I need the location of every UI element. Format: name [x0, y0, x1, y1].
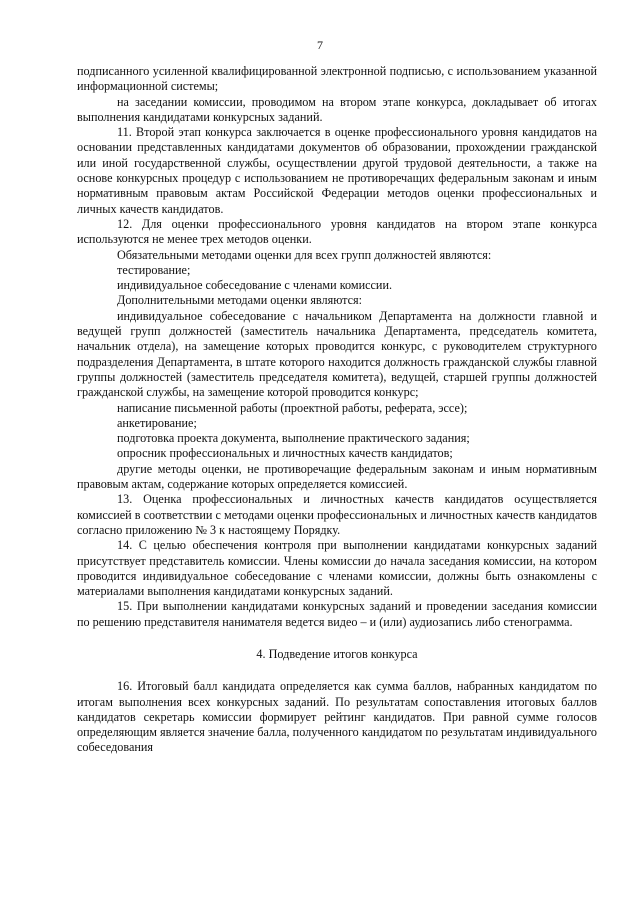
- paragraph: анкетирование;: [117, 415, 197, 430]
- paragraph: тестирование;: [117, 262, 191, 277]
- paragraph: Дополнительными методами оценки являются:: [117, 293, 363, 308]
- paragraph: 16. Итоговый балл кандидата определяется как сумма баллов, набранных кандидатом по итогам выполнения всех конкурсных заданий. По результатам сопоставления итоговых баллов кандидатов секретарь комиссии формирует рейтинг кандидатов. При равной сумме голосов определяющим является значение балла, полученного кандидатом по результатам индивидуального собеседования: [77, 679, 597, 755]
- paragraph: 12. Для оценки профессионального уровня кандидатов на втором этапе конкурса используются не менее трех методов оценки.: [77, 216, 597, 247]
- section-heading: 4. Подведение итогов конкурса: [256, 646, 418, 661]
- paragraph: индивидуальное собеседование с начальником Департамента на должности главной и ведущей групп должностей (заместитель начальника Департамента, председатель комитета, начальник отдела), на замещение которых проводится конкурс, с руководителем структурного подразделения Департамента, в штате которого находится должность гражданской службы главной группы должностей (заместитель председателя комитета), ведущей, старшей группы должностей гражданской службы, на замещение которой проводится конкурс;: [77, 308, 597, 400]
- paragraph: подписанного усиленной квалифицированной электронной подписью, с использованием указанной информационной системы;: [77, 64, 597, 94]
- paragraph: 11. Второй этап конкурса заключается в оценке профессионального уровня кандидатов на основании представленных кандидатами документов об образовании, прохождении гражданской или иной государственной службы, осуществлении другой трудовой деятельности, а также на основе конкурсных процедур с использованием не противоречащих федеральным законам и иным нормативным правовым актам Российской Федерации методов оценки профессиональных и личных качеств кандидатов.: [77, 125, 597, 216]
- paragraphs-top: [77, 64, 597, 630]
- paragraph: 13. Оценка профессиональных и личностных качеств кандидатов осуществляется комиссией в соответствии с методами оценки профессиональных и личностных качеств кандидатов согласно приложению № 3 к настоящему Порядку.: [77, 492, 597, 537]
- paragraphs-bottom: [77, 679, 597, 755]
- paragraph: другие методы оценки, не противоречащие федеральным законам и иным нормативным правовым актам, содержание которых определяется комиссией.: [77, 461, 597, 492]
- paragraph: на заседании комиссии, проводимом на втором этапе конкурса, докладывает об итогах выполнения кандидатами конкурсных заданий.: [77, 94, 597, 124]
- paragraph: 14. С целью обеспечения контроля при выполнении кандидатами конкурсных заданий присутствует представитель комиссии. Члены комиссии до начала заседания комиссии, на котором проводится индивидуальное собеседование с членами комиссии, должны быть ознакомлены с материалами выполнения кандидатами конкурсных заданий.: [77, 538, 597, 599]
- document-body: [77, 64, 597, 756]
- paragraph: написание письменной работы (проектной работы, реферата, эссе);: [117, 400, 468, 415]
- page-number: 7: [317, 38, 323, 52]
- paragraph: индивидуальное собеседование с членами комиссии.: [117, 278, 393, 293]
- paragraph: 15. При выполнении кандидатами конкурсных заданий и проведении заседания комиссии по решению представителя нанимателя ведется видео – и (или) аудиозапись либо стенограмма.: [77, 599, 597, 629]
- paragraph: Обязательными методами оценки для всех групп должностей являются:: [117, 247, 492, 262]
- paragraph: опросник профессиональных и личностных качеств кандидатов;: [117, 446, 453, 461]
- paragraph: подготовка проекта документа, выполнение практического задания;: [117, 431, 470, 446]
